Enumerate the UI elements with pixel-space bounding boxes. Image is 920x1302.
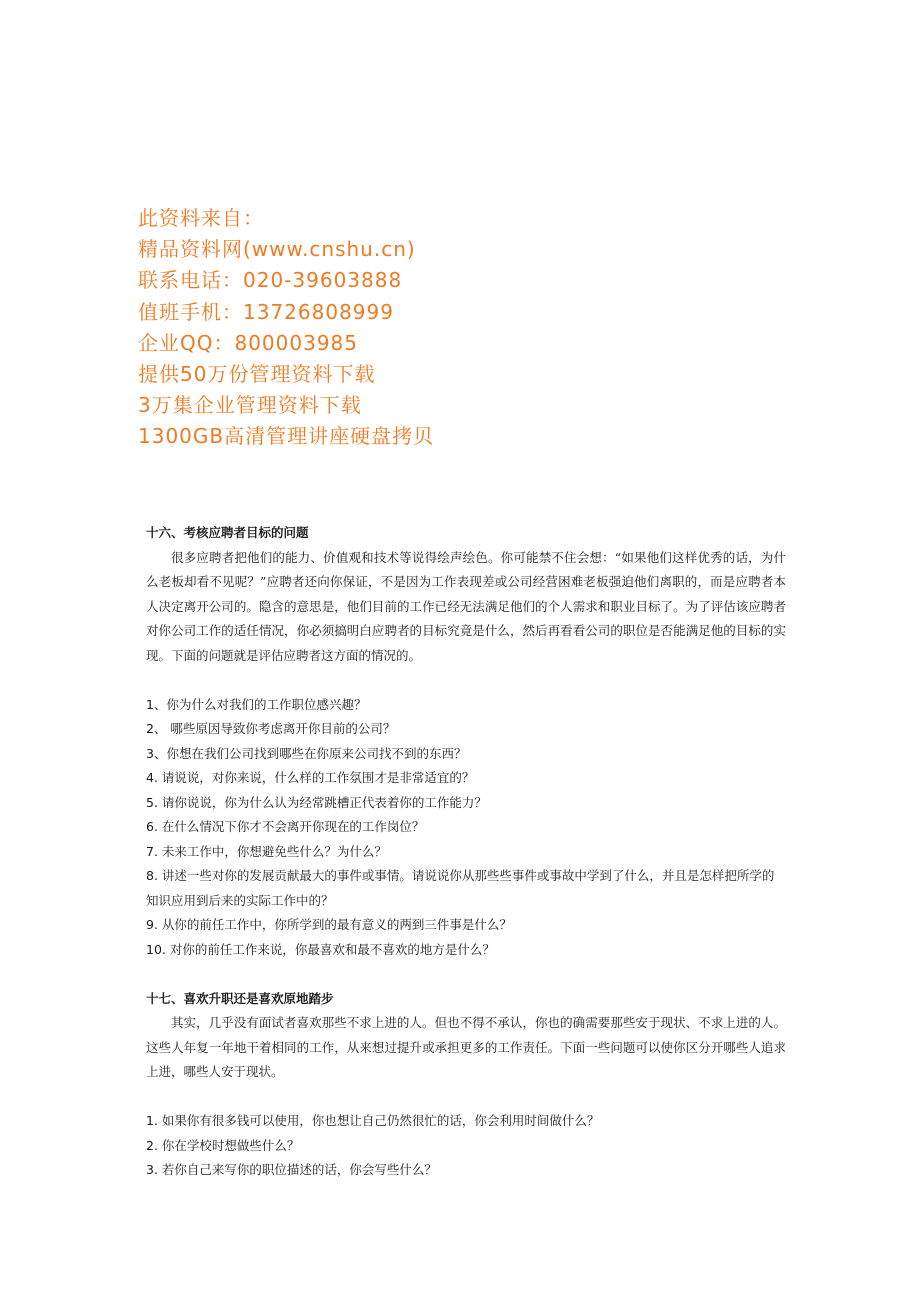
duty-mobile: 值班手机：13726808999 xyxy=(138,299,394,324)
section-16-paragraph: 很多应聘者把他们的能力、价值观和技术等说得绘声绘色。你可能禁不住会想：“如果他们这样优秀的话，为什么老板却看不见呢？”应聘者还向你保证，不是因为工作表现差或公司经营困难老板强迫他们离职的，而是应聘者本人决定离开公司的。隐含的意思是，他们目前的工作已经无法满足他们的个人需求和职业目标了。为了评估该应聘者对你公司工作的适任情况，你必须搞明白应聘者的目标究竟是什么，然后再看看公司的职位是否能满足他的目标的实现。下面的问题就是评估应聘者这方面的情况的。 xyxy=(146,549,786,663)
question-item: 10. 对你的前任工作来说，你最喜欢和最不喜欢的地方是什么？ xyxy=(146,941,495,957)
question-item: 2、 哪些原因导致你考虑离开你目前的公司？ xyxy=(146,721,396,736)
section-17-title: 十七、喜欢升职还是喜欢原地踏步 xyxy=(146,990,334,1006)
source-info-block xyxy=(138,203,838,453)
contact-phone: 联系电话：020-39603888 xyxy=(138,268,403,293)
question-item: 6. 在什么情况下你才不会离开你现在的工作岗位？ xyxy=(146,819,425,834)
section-17-question-list xyxy=(146,1109,786,1183)
section-16-title: 十六、考核应聘者目标的问题 xyxy=(146,525,309,540)
question-item: 4. 请说说，对你来说，什么样的工作氛围才是非常适宜的？ xyxy=(146,770,475,785)
spacer xyxy=(146,668,786,693)
promo-line-3: 1300GB高清管理讲座硬盘拷贝 xyxy=(138,424,435,449)
question-item: 3. 若你自己来写你的职位描述的话，你会写些什么？ xyxy=(146,1162,437,1177)
question-item: 5. 请你说说，你为什么认为经常跳槽正代表着你的工作能力？ xyxy=(146,794,487,810)
question-item: 2. 你在学校时想做些什么？ xyxy=(146,1137,300,1153)
question-item: 7. 未来工作中，你想避免些什么？为什么？ xyxy=(146,843,387,859)
source-label: 此资料来自： xyxy=(138,206,264,230)
section-16-question-list xyxy=(146,693,786,963)
question-item: 3、你想在我们公司找到哪些在你原来公司找不到的东西？ xyxy=(146,745,467,761)
enterprise-qq: 企业QQ：800003985 xyxy=(138,330,359,355)
spacer xyxy=(146,962,786,987)
question-item: 1、你为什么对我们的工作职位感兴趣？ xyxy=(146,696,367,712)
question-item: 8. 讲述一些对你的发展贡献最大的事件或事情。请说说你从那些些事件或事故中学到了什么，并且是怎样把所学的知识应用到后来的实际工作中的？ xyxy=(146,868,775,908)
promo-line-2: 3万集企业管理资料下载 xyxy=(138,393,362,418)
spacer xyxy=(146,1085,786,1110)
question-item: 9. 从你的前任工作中，你所学到的最有意义的两到三件事是什么？ xyxy=(146,917,512,932)
document-body xyxy=(146,521,786,1183)
promo-line-1: 提供50万份管理资料下载 xyxy=(138,361,376,386)
section-17-paragraph: 其实，几乎没有面试者喜欢那些不求上进的人。但也不得不承认，你也的确需要那些安于现状、不求上进的人。这些人年复一年地干着相同的工作，从来想过提升或承担更多的工作责任。下面一些问题可以使你区分开哪些人追求上进，哪些人安于现状。 xyxy=(146,1015,786,1079)
source-website: 精品资料网(www.cnshu.cn) xyxy=(138,237,416,262)
question-item: 1. 如果你有很多钱可以使用，你也想让自己仍然很忙的话，你会利用时间做什么？ xyxy=(146,1113,600,1128)
